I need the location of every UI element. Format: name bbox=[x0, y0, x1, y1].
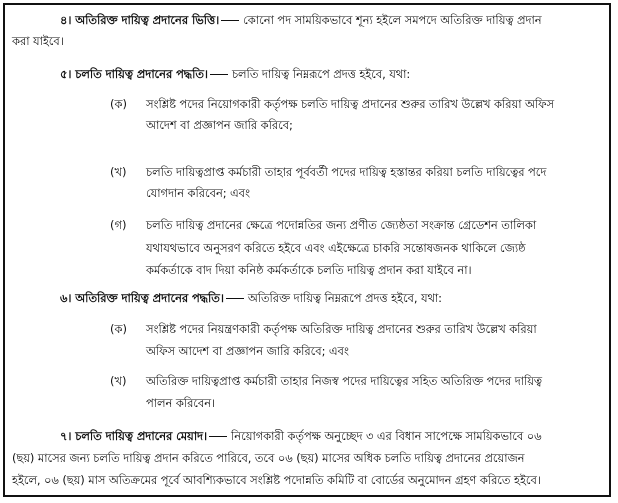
list-item-line: সংশ্লিষ্ট পদের নিয়োগকারী কর্তৃপক্ষ চলতি দায়িত্ব প্রদানের শুরুর তারিখ উল্লেখ করিয়া অফিস bbox=[146, 97, 554, 111]
list-marker: (খ) bbox=[110, 165, 127, 179]
list-item-line: চলতি দায়িত্ব প্রদানের ক্ষেত্রে পদোন্নতির জন্য প্রণীত জ্যেষ্ঠতা সংক্রান্ত গ্রেডেশন তালিকা bbox=[146, 218, 537, 232]
section-7-line bbox=[60, 428, 542, 444]
list-item-line: যোগদান করিবেন; এবং bbox=[146, 186, 250, 200]
list-marker: (গ) bbox=[110, 218, 127, 232]
section-7-text-continued: (ছয়) মাসের জন্য চলতি দায়িত্ব প্রদান করিতে পারিবে, তবে ০৬ (ছয়) মাসের অধিক চলতি দায়িত্ব প্রদানের প্রয়োজন bbox=[12, 451, 525, 465]
section-4-heading: ৪। অতিরিক্ত দায়িত্ব প্রদানের ভিত্তি। bbox=[60, 13, 220, 27]
list-item-line: চলতি দায়িত্বপ্রাপ্ত কর্মচারী তাহার পূর্ববর্তী পদের দায়িত্ব হস্তান্তর করিয়া চলতি দায়িত্বের পদে bbox=[146, 165, 547, 179]
dash-divider bbox=[210, 74, 228, 75]
section-7-heading: ৭। চলতি দায়িত্ব প্রদানের মেয়াদ। bbox=[60, 429, 208, 443]
section-5-line bbox=[60, 66, 410, 82]
section-7-text-continued: হইলে, ০৬ (ছয়) মাস অতিক্রমের পূর্বে আবশ্যিকভাবে সংশ্লিষ্ট পদোন্নতি কমিটি বা বোর্ডের অনুমোদন গ্রহণ করিতে হইবে। bbox=[12, 473, 541, 487]
section-4-text: কোনো পদ সাময়িকভাবে শূন্য হইলে সমপদে অতিরিক্ত দায়িত্ব প্রদান bbox=[243, 13, 542, 27]
section-6-heading: ৬। অতিরিক্ত দায়িত্ব প্রদানের পদ্ধতি। bbox=[60, 291, 224, 305]
section-6-intro: অতিরিক্ত দায়িত্ব নিম্নরূপে প্রদত্ত হইবে, যথা: bbox=[247, 291, 442, 305]
section-7-text: নিয়োগকারী কর্তৃপক্ষ অনুচ্ছেদ ৩ এর বিধান সাপেক্ষে সাময়িকভাবে ০৬ bbox=[231, 429, 542, 443]
dash-divider bbox=[221, 20, 239, 21]
list-marker: (খ) bbox=[110, 374, 127, 388]
list-marker: (ক) bbox=[110, 322, 128, 336]
list-item-line: পালন করিবেন। bbox=[146, 396, 215, 410]
dash-divider bbox=[226, 298, 244, 299]
section-4-line bbox=[60, 12, 600, 28]
section-5-heading: ৫। চলতি দায়িত্ব প্রদানের পদ্ধতি। bbox=[60, 67, 208, 81]
dash-divider bbox=[209, 436, 227, 437]
list-item-line: সংশ্লিষ্ট পদের নিয়ন্ত্রণকারী কর্তৃপক্ষ অতিরিক্ত দায়িত্ব প্রদানের শুরুর তারিখ উল্লেখ করিয়া bbox=[146, 322, 537, 336]
list-item-line: যথাযথভাবে অনুসরণ করিতে হইবে এবং এইক্ষেত্রে চাকরি সন্তোষজনক থাকিলে জ্যেষ্ঠ bbox=[146, 241, 526, 255]
section-6-line bbox=[60, 290, 442, 306]
list-item-line: আদেশ বা প্রজ্ঞাপন জারি করিবে; bbox=[146, 118, 293, 132]
list-marker: (ক) bbox=[110, 97, 128, 111]
list-item-line: অতিরিক্ত দায়িত্বপ্রাপ্ত কর্মচারী তাহার নিজস্ব পদের দায়িত্বের সহিত অতিরিক্ত পদের দায়িত্ব bbox=[146, 374, 543, 388]
section-4-text-continued: করা যাইবে। bbox=[12, 34, 64, 48]
list-item-line: কর্মকর্তাকে বাদ দিয়া কনিষ্ঠ কর্মকর্তাকে চলতি দায়িত্ব প্রদান করা যাইবে না। bbox=[146, 263, 472, 277]
section-5-intro: চলতি দায়িত্ব নিম্নরূপে প্রদত্ত হইবে, যথা: bbox=[231, 67, 411, 81]
list-item-line: অফিস আদেশ বা প্রজ্ঞাপন জারি করিবে; এবং bbox=[146, 344, 349, 358]
